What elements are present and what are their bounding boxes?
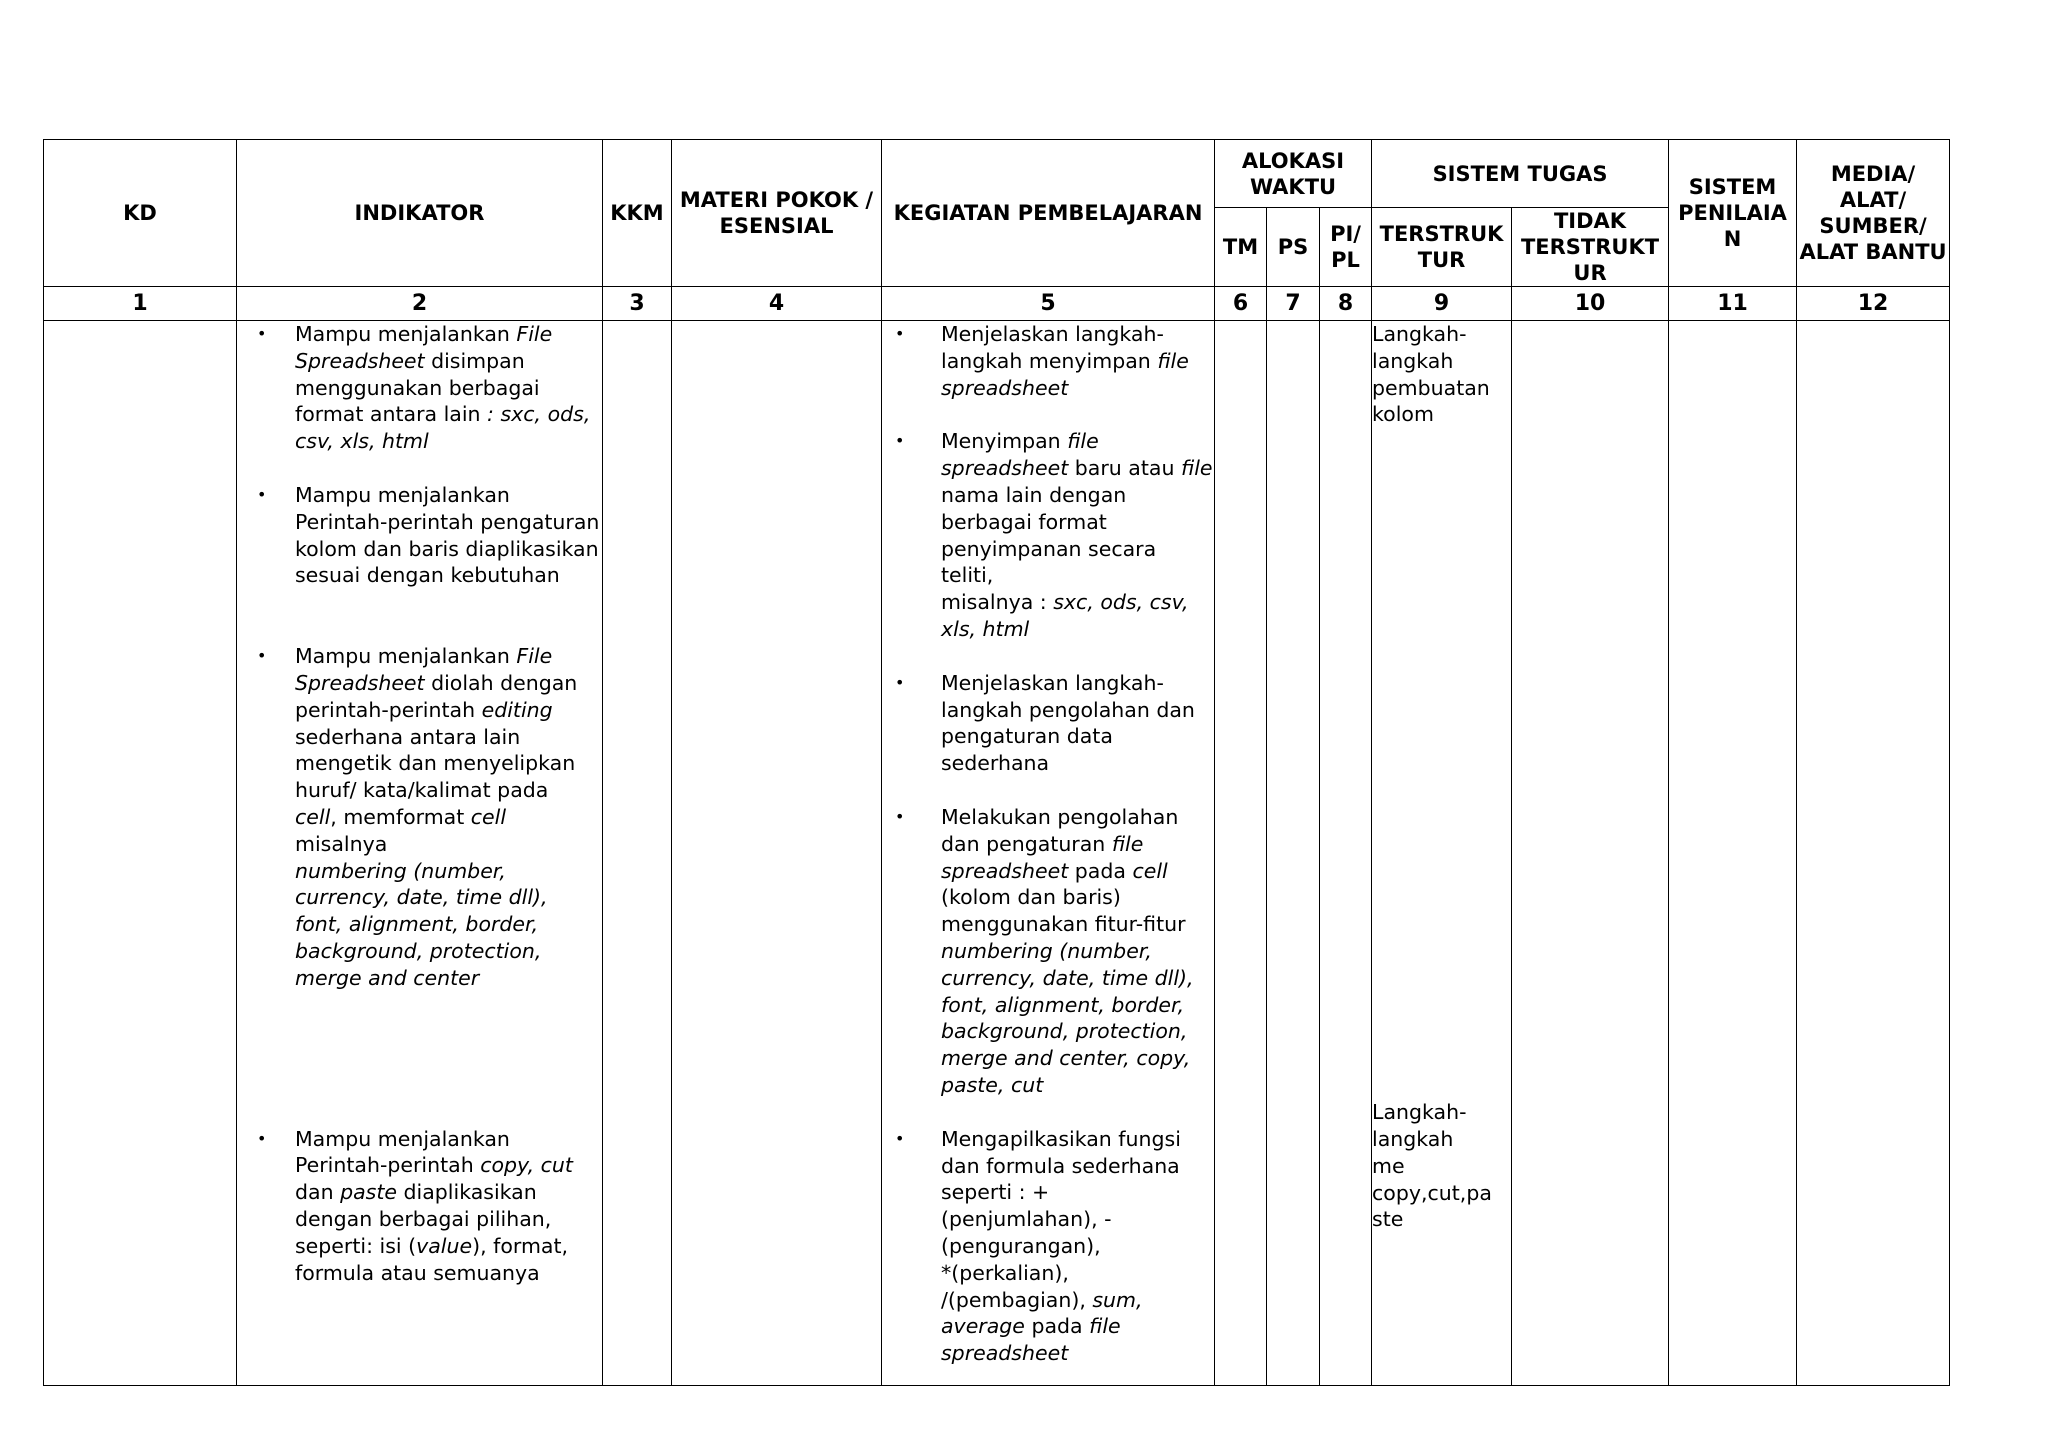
text-segment: langkah menyimpan — [941, 348, 1158, 373]
column-number: 9 — [1372, 287, 1512, 321]
text-segment: dan formula sederhana — [941, 1153, 1180, 1178]
header-terstruktur-line1: TERSTRUK — [1379, 222, 1504, 246]
kegiatan-item-line — [941, 911, 1214, 938]
text-segment: Spreadsheet — [295, 348, 425, 373]
terstruktur-line: Langkah- — [1372, 1100, 1467, 1125]
header-sistem-tugas: SISTEM TUGAS — [1372, 140, 1669, 208]
header-tidak-terstruktur — [1512, 208, 1669, 287]
text-segment: file — [1180, 456, 1213, 481]
kegiatan-item-line — [941, 536, 1214, 590]
text-segment: background, protection, — [941, 1019, 1188, 1044]
indikator-item-line — [295, 884, 602, 911]
text-segment: pada — [1024, 1314, 1090, 1339]
text-segment: numbering (number, — [941, 938, 1152, 963]
tm-cell — [1215, 321, 1267, 1386]
column-number: 12 — [1797, 287, 1950, 321]
text-segment: diolah dengan — [424, 670, 578, 695]
text-segment: menggunakan berbagai — [295, 375, 540, 400]
kegiatan-item-line — [941, 1313, 1214, 1340]
header-penilaian-line1: SISTEM — [1688, 175, 1777, 199]
header-kkm: KKM — [603, 140, 672, 287]
kegiatan-item-line — [941, 1233, 1214, 1260]
kegiatan-item-line — [941, 938, 1214, 965]
kegiatan-item-line — [941, 858, 1214, 885]
column-number: 11 — [1669, 287, 1797, 321]
header-ps: PS — [1267, 208, 1320, 287]
kegiatan-item — [882, 804, 1214, 1099]
text-segment: file — [1111, 831, 1144, 856]
header-media-line1: MEDIA/ — [1830, 162, 1916, 186]
terstruktur-line: langkah — [1372, 1126, 1454, 1151]
header-terstruktur-line2: TUR — [1417, 248, 1466, 272]
header-sistem-penilaian — [1669, 140, 1797, 287]
indikator-item — [237, 643, 602, 991]
header-alokasi-line1: ALOKASI — [1241, 148, 1345, 173]
pipl-cell — [1320, 321, 1372, 1386]
text-segment: currency, date, time dll), — [295, 885, 548, 910]
terstruktur-line: Langkah- — [1372, 322, 1467, 346]
text-segment: , memformat — [330, 804, 471, 829]
indikator-item-line — [295, 1206, 602, 1233]
kegiatan-list — [882, 321, 1214, 1367]
text-segment: Spreadsheet — [295, 670, 425, 695]
kegiatan-item-line — [941, 1287, 1214, 1314]
text-segment: Mampu menjalankan — [295, 1126, 510, 1151]
text-segment: format antara lain — [295, 402, 488, 427]
text-segment: numbering (number, — [295, 858, 506, 883]
kegiatan-item-line — [941, 482, 1214, 509]
header-pipl-line1: PI/ — [1330, 222, 1361, 246]
kegiatan-item-line — [941, 1153, 1214, 1180]
kegiatan-item-line — [941, 992, 1214, 1019]
text-segment: file — [1089, 1314, 1121, 1339]
text-segment: perintah-perintah — [295, 697, 482, 722]
header-kegiatan: KEGIATAN PEMBELAJARAN — [882, 140, 1215, 287]
column-number: 3 — [603, 287, 672, 321]
indikator-item-line — [295, 1152, 602, 1179]
text-segment: font, alignment, border, — [941, 992, 1185, 1017]
text-segment: ), format, — [472, 1233, 569, 1258]
header-tidak-line2: TERSTRUKT — [1520, 235, 1660, 259]
text-segment: csv, xls, html — [295, 429, 429, 454]
text-segment: Perintah-perintah — [295, 1153, 481, 1178]
indikator-item — [237, 1126, 602, 1287]
text-segment: File — [516, 322, 553, 346]
text-segment: currency, date, time dll), — [941, 965, 1194, 990]
kegiatan-item — [882, 321, 1214, 401]
text-segment: Melakukan pengolahan — [941, 804, 1179, 829]
text-segment: Mengapilkasikan fungsi — [941, 1126, 1181, 1151]
indikator-item — [237, 321, 602, 455]
text-segment: disimpan — [424, 348, 525, 373]
text-segment: misalnya : — [941, 590, 1054, 615]
indikator-item-line — [295, 482, 602, 509]
text-segment: Mampu menjalankan — [295, 322, 517, 346]
text-segment: misalnya — [295, 831, 388, 856]
header-materi-pokok — [672, 140, 882, 287]
header-tm: TM — [1215, 208, 1267, 287]
header-penilaian-line2: PENILAIA — [1678, 201, 1787, 225]
header-alokasi-waktu — [1215, 140, 1372, 208]
header-media-line3: SUMBER/ — [1819, 214, 1927, 238]
terstruktur-line: pembuatan — [1372, 375, 1490, 400]
header-media-line4: ALAT BANTU — [1799, 240, 1947, 264]
column-number: 7 — [1267, 287, 1320, 321]
kegiatan-item-line — [941, 428, 1214, 455]
header-tidak-line3: UR — [1573, 261, 1607, 285]
text-segment: formula atau semuanya — [295, 1260, 540, 1285]
text-segment: spreadsheet — [941, 375, 1069, 400]
penilaian-cell — [1669, 321, 1797, 1386]
kegiatan-item-line — [941, 348, 1214, 375]
indikator-item-line — [295, 965, 602, 992]
text-segment: Menjelaskan langkah- — [941, 322, 1164, 346]
kegiatan-item-line — [941, 804, 1214, 831]
text-segment: paste, cut — [941, 1072, 1044, 1097]
text-segment: cell — [1132, 858, 1168, 883]
text-segment: merge and center — [295, 965, 480, 990]
text-segment: Menjelaskan langkah- — [941, 670, 1164, 695]
text-segment: baru atau — [1068, 456, 1181, 481]
kegiatan-item-line — [941, 697, 1214, 724]
text-segment: merge and center, copy, — [941, 1046, 1191, 1071]
header-materi-line1: MATERI POKOK / — [679, 188, 874, 212]
kegiatan-item-line — [941, 670, 1214, 697]
indikator-item-line — [295, 911, 602, 938]
text-segment: dan — [295, 1180, 341, 1205]
text-segment: sum, — [1092, 1287, 1143, 1312]
kegiatan-item-line — [941, 750, 1214, 777]
text-segment: pada — [1068, 858, 1133, 883]
kegiatan-item-line — [941, 1126, 1214, 1153]
column-number: 1 — [44, 287, 237, 321]
column-number: 10 — [1512, 287, 1669, 321]
text-segment: average — [941, 1314, 1025, 1339]
kegiatan-item-line — [941, 375, 1214, 402]
text-segment: background, protection, — [295, 938, 542, 963]
text-segment: mengetik dan menyelipkan — [295, 751, 576, 776]
kd-cell — [44, 321, 237, 1386]
kegiatan-item-line — [941, 723, 1214, 750]
text-segment: /(pembagian), — [941, 1287, 1093, 1312]
indikator-item-line — [295, 428, 602, 455]
text-segment: Mampu menjalankan — [295, 482, 510, 507]
text-segment: sesuai dengan kebutuhan — [295, 563, 560, 588]
kegiatan-item-line — [941, 1072, 1214, 1099]
column-number-row — [44, 287, 1950, 321]
text-segment: sxc, ods, csv, — [1053, 590, 1189, 615]
text-segment: file — [1157, 348, 1189, 373]
indikator-item-line — [295, 670, 602, 697]
column-number: 2 — [237, 287, 603, 321]
indikator-item-line — [295, 697, 602, 724]
text-segment: (penjumlahan), - — [941, 1207, 1112, 1232]
indikator-item-line — [295, 750, 602, 777]
text-segment: spreadsheet — [941, 1341, 1069, 1366]
text-segment: spreadsheet — [941, 858, 1069, 883]
text-segment: langkah pengolahan dan — [941, 697, 1195, 722]
column-number: 5 — [882, 287, 1215, 321]
indikator-item-line — [295, 321, 602, 348]
text-segment: (pengurangan), — [941, 1233, 1101, 1258]
syllabus-table — [43, 139, 1950, 1386]
kegiatan-item-line — [941, 831, 1214, 858]
materi-cell — [672, 321, 882, 1386]
terstruktur-line: ste — [1372, 1207, 1404, 1232]
text-segment: value — [416, 1233, 473, 1258]
header-media — [1797, 140, 1950, 287]
terstruktur-block-2 — [1372, 1099, 1511, 1233]
header-penilaian-line3: N — [1723, 227, 1742, 251]
text-segment: berbagai format — [941, 509, 1107, 534]
kegiatan-item-line — [941, 884, 1214, 911]
indikator-item-line — [295, 348, 602, 375]
text-segment: sederhana — [941, 751, 1050, 776]
text-segment: huruf/ kata/kalimat pada — [295, 778, 549, 803]
kegiatan-item-line — [941, 616, 1214, 643]
text-segment: sederhana antara lain — [295, 724, 521, 749]
indikator-item-line — [295, 858, 602, 885]
ps-cell — [1267, 321, 1320, 1386]
text-segment: seperti : + — [941, 1180, 1050, 1205]
text-segment: seperti: isi ( — [295, 1233, 417, 1258]
text-segment: pengaturan data — [941, 724, 1113, 749]
indikator-item-line — [295, 724, 602, 751]
header-pi-pl — [1320, 208, 1372, 287]
text-segment: File — [516, 644, 553, 669]
terstruktur-line: me — [1372, 1153, 1405, 1178]
text-segment: Menyimpan — [941, 429, 1068, 454]
indikator-item-line — [295, 1233, 602, 1260]
content-row — [44, 321, 1950, 1386]
text-segment: *(perkalian), — [941, 1260, 1069, 1285]
kegiatan-item-line — [941, 965, 1214, 992]
indikator-item-line — [295, 375, 602, 402]
text-segment: kolom dan baris diaplikasikan — [295, 536, 599, 561]
indikator-item-line — [295, 777, 602, 804]
indikator-item-line — [295, 536, 602, 563]
indikator-item-line — [295, 804, 602, 858]
column-number: 6 — [1215, 287, 1267, 321]
tidak-terstruktur-cell — [1512, 321, 1669, 1386]
text-segment: penyimpanan secara teliti, — [941, 536, 1157, 588]
text-segment: copy, cut — [480, 1153, 573, 1178]
header-kd: KD — [44, 140, 237, 287]
indikator-item-line — [295, 1179, 602, 1206]
column-number: 4 — [672, 287, 882, 321]
terstruktur-line: copy,cut,pa — [1372, 1180, 1492, 1205]
indikator-item-line — [295, 1260, 602, 1287]
kegiatan-item-line — [941, 1206, 1214, 1233]
indikator-cell — [237, 321, 603, 1386]
kegiatan-cell — [882, 321, 1215, 1386]
kegiatan-item-line — [941, 455, 1214, 482]
text-segment: nama lain dengan — [941, 482, 1127, 507]
kegiatan-item-line — [941, 509, 1214, 536]
terstruktur-line: kolom — [1372, 402, 1434, 427]
kegiatan-item — [882, 670, 1214, 777]
text-segment: cell — [295, 804, 331, 829]
indikator-item-line — [295, 938, 602, 965]
media-cell — [1797, 321, 1950, 1386]
header-alokasi-line2: WAKTU — [1249, 174, 1337, 199]
kegiatan-item-line — [941, 1179, 1214, 1206]
text-segment: diaplikasikan — [397, 1180, 537, 1205]
text-segment: spreadsheet — [941, 456, 1069, 481]
indikator-item — [237, 482, 602, 589]
text-segment: Mampu menjalankan — [295, 644, 517, 669]
indikator-item-line — [295, 401, 602, 428]
kegiatan-item-line — [941, 1045, 1214, 1072]
text-segment: menggunakan fitur-fitur — [941, 912, 1186, 937]
text-segment: font, alignment, border, — [295, 912, 539, 937]
text-segment: file — [1067, 429, 1099, 454]
terstruktur-block-1 — [1372, 321, 1511, 428]
text-segment: Perintah-perintah pengaturan — [295, 509, 600, 534]
header-terstruktur — [1372, 208, 1512, 287]
indikator-item-line — [295, 643, 602, 670]
header-pipl-line2: PL — [1331, 248, 1360, 272]
kegiatan-item-line — [941, 1260, 1214, 1287]
kegiatan-item-line — [941, 1018, 1214, 1045]
kkm-cell — [603, 321, 672, 1386]
terstruktur-cell — [1372, 321, 1512, 1386]
kegiatan-item — [882, 1126, 1214, 1367]
header-materi-line2: ESENSIAL — [719, 214, 834, 238]
header-media-line2: ALAT/ — [1839, 188, 1907, 212]
text-segment: dan pengaturan — [941, 831, 1112, 856]
indikator-item-line — [295, 562, 602, 589]
header-indikator: INDIKATOR — [237, 140, 603, 287]
kegiatan-item-line — [941, 589, 1214, 616]
kegiatan-item-line — [941, 1340, 1214, 1367]
header-tidak-line1: TIDAK — [1553, 209, 1627, 233]
column-number: 8 — [1320, 287, 1372, 321]
text-segment: dengan berbagai pilihan, — [295, 1206, 552, 1231]
terstruktur-line: langkah — [1372, 348, 1454, 373]
indikator-item-line — [295, 1126, 602, 1153]
text-segment: (kolom dan baris) — [941, 885, 1121, 910]
text-segment: editing — [481, 697, 553, 722]
text-segment: : sxc, ods, — [487, 402, 591, 427]
kegiatan-item — [882, 428, 1214, 642]
text-segment: paste — [340, 1180, 397, 1205]
text-segment: xls, html — [941, 616, 1030, 641]
indikator-item-line — [295, 509, 602, 536]
indikator-list — [237, 321, 602, 1286]
kegiatan-item-line — [941, 321, 1214, 348]
text-segment: cell — [470, 804, 507, 829]
